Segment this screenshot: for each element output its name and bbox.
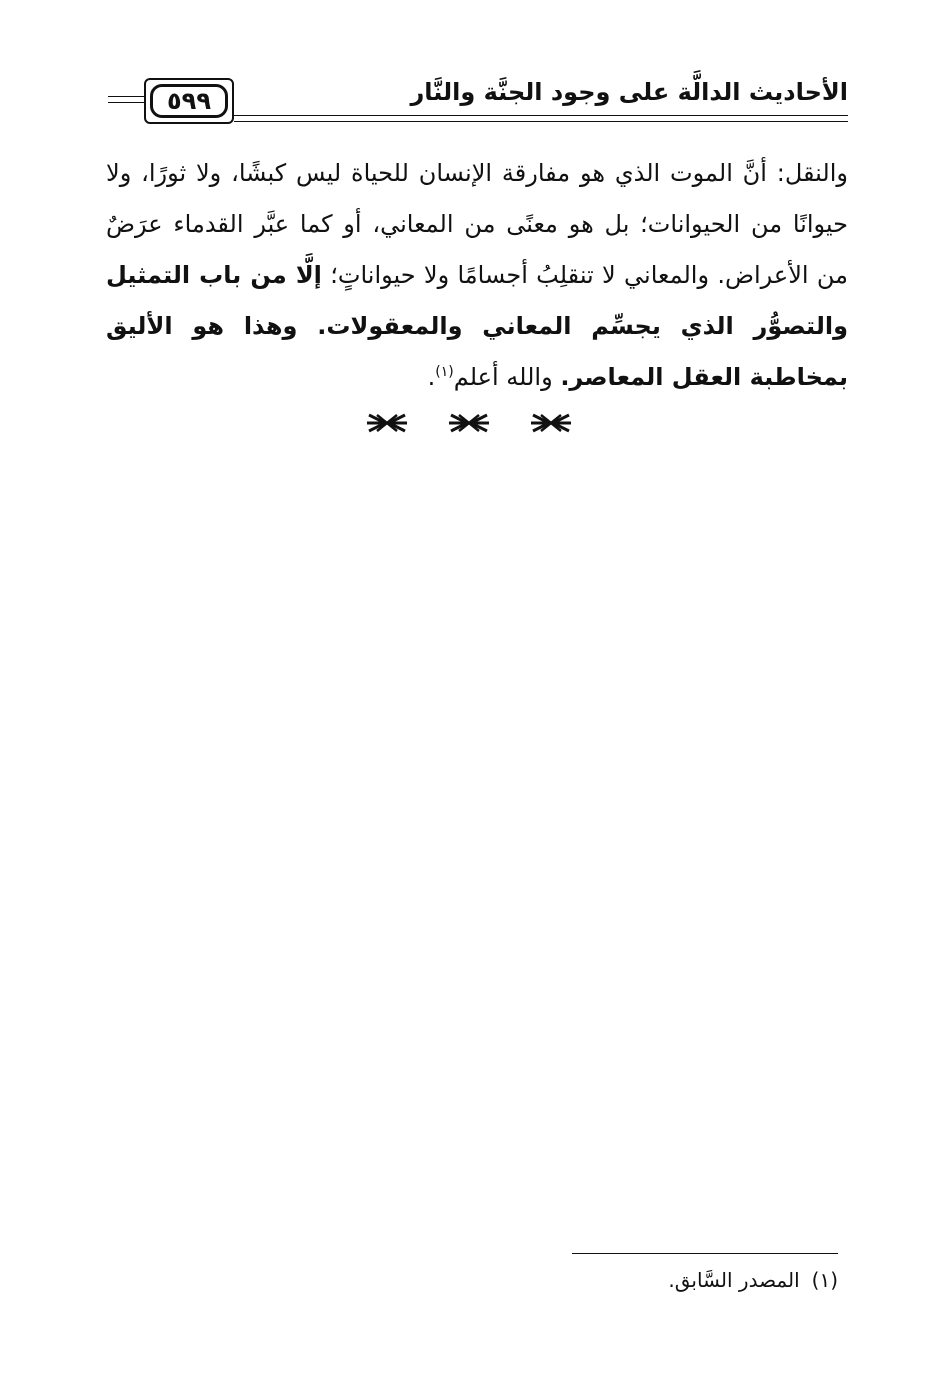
header-rule-right-bottom xyxy=(234,121,848,122)
body-text-regular: والنقل: أنَّ الموت الذي هو مفارقة الإنسان للحياة ليس كبشًا، ولا ثورًا، ولا حيوانًا من الحيوانات؛ بل هو معنًى من المعاني، أو كما عبَّر القدماء عرَضٌ من الأعراض. والمعاني لا تنقلِبُ أجسامًا ولا حيواناتٍ؛ xyxy=(106,159,848,289)
page-number: ٥٩٩ xyxy=(150,84,228,118)
footnote-reference[interactable]: (١) xyxy=(435,364,454,380)
footnote-divider xyxy=(572,1253,838,1254)
body-text-end: والله أعلم xyxy=(453,363,553,391)
star-separator-icon xyxy=(365,408,409,438)
body-text-final: . xyxy=(427,363,436,391)
header-title: الأحاديث الدالَّة على وجود الجنَّة والنَّار xyxy=(410,78,848,106)
body-text-bold: إلَّا من باب التمثيل والتصوُّر الذي يجسِّم المعاني والمعقولات. وهذا هو الأليق بمخاطبة العقل المعاصر. xyxy=(106,261,848,391)
header-rule-right-top xyxy=(234,115,848,116)
star-separator-icon xyxy=(447,408,491,438)
header-rule-left-bottom xyxy=(108,102,144,103)
running-header xyxy=(108,74,848,130)
header-rule-left-top xyxy=(108,96,144,97)
footnote xyxy=(668,1265,838,1295)
body-paragraph xyxy=(106,148,848,403)
footnote-number: (١) xyxy=(811,1268,838,1292)
section-separator xyxy=(0,408,938,448)
footnote-text: المصدر السَّابق. xyxy=(668,1268,800,1292)
page-number-frame xyxy=(144,78,234,124)
star-separator-icon xyxy=(529,408,573,438)
